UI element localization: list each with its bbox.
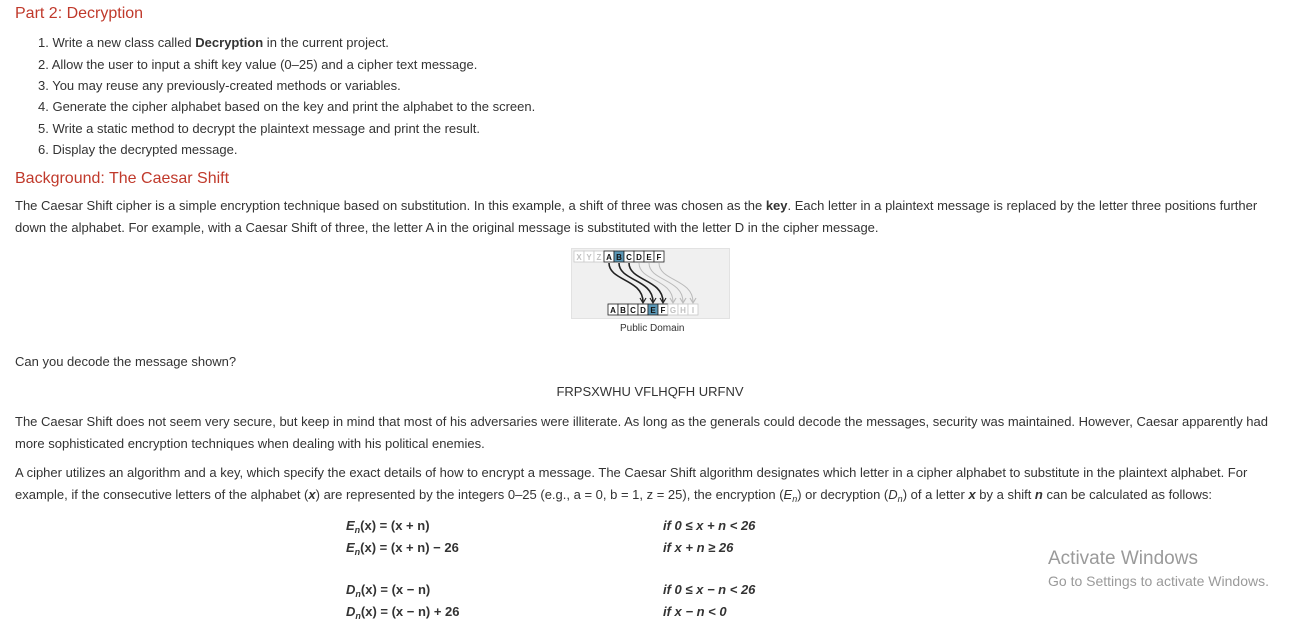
decryption-condition-2	[663, 604, 727, 619]
p3-text-d: ) of a letter	[902, 487, 969, 502]
bottom-row-letter: C	[630, 306, 636, 315]
bottom-alphabet-row	[608, 304, 698, 315]
top-row-letter: F	[656, 253, 662, 262]
step-6: 6. Display the decrypted message.	[38, 142, 238, 157]
formula-d: D	[346, 582, 356, 597]
background-heading: Background: The Caesar Shift	[15, 170, 230, 187]
shift-arrow	[649, 263, 683, 302]
formula-d: D	[346, 604, 356, 619]
step-1-text-b: in the current project.	[263, 35, 389, 50]
bottom-row-letter: G	[669, 306, 677, 315]
condition-text: if 0 ≤ x − n < 26	[663, 582, 756, 597]
decryption-condition-1	[663, 582, 755, 597]
p3-text-c: ) or decryption (	[797, 487, 889, 502]
top-row-letter: B	[616, 253, 622, 262]
formula-rhs: (x) = (x + n)	[360, 518, 430, 533]
step-1-class-name: Decryption	[195, 35, 264, 50]
formula-sub-n: n	[355, 611, 361, 621]
formula-rhs: (x) = (x + n) − 26	[360, 540, 459, 555]
figure-caption: Public Domain	[620, 323, 685, 334]
formula-sub-n: n	[354, 525, 361, 535]
step-2: 2. Allow the user to input a shift key value (0–25) and a cipher text message.	[38, 57, 478, 72]
top-alphabet-row	[574, 251, 664, 262]
bottom-row-letter: H	[680, 306, 686, 315]
step-5: 5. Write a static method to decrypt the plaintext message and print the result.	[38, 121, 480, 136]
background-paragraph-2: The Caesar Shift does not seem very secure, but keep in mind that most of his adversaries were illiterate. As long as the generals could decode the messages, security was maintained. However, Caesar apparently had more sophisticated encryption techniques when dealing with his political enemies.	[15, 414, 1268, 451]
p3-var-e: E	[783, 487, 793, 502]
decryption-formula-2	[346, 604, 460, 621]
activate-windows-subtitle: Go to Settings to activate Windows.	[1048, 573, 1269, 589]
decryption-formula-1	[346, 582, 430, 599]
formula-rhs: (x) = (x − n) + 26	[360, 604, 460, 619]
formula-rhs: (x) = (x − n)	[360, 582, 431, 597]
p3-text-b: ) are represented by the integers 0–25 (e.g., a = 0, b = 1, z = 25), the encryption (	[315, 487, 784, 502]
p1-text-b: . Each letter in a plaintext message is replaced by the letter three positions further down the alphabet. For example, with a Caesar Shift of three, the letter A in the original message is substituted with the letter D in the cipher message.	[15, 198, 1258, 235]
p1-key-word: key	[765, 198, 788, 213]
step-1-text-a: 1. Write a new class called	[38, 35, 196, 50]
bottom-row-letter: D	[640, 306, 646, 315]
formula-sub-n: n	[355, 589, 361, 599]
condition-text: if x − n < 0	[663, 604, 727, 619]
top-row-letter: Z	[596, 253, 602, 262]
bottom-row-letter: F	[660, 306, 666, 315]
bottom-row-letter: B	[620, 306, 626, 315]
background-paragraph-1	[15, 195, 1290, 239]
top-row-letter: Y	[586, 253, 592, 262]
top-row-letter: X	[576, 253, 582, 262]
bottom-row-letter: I	[691, 306, 695, 315]
cipher-message: FRPSXWHU VFLHQFH URFNV	[556, 384, 744, 399]
shift-arrow	[629, 263, 663, 302]
formula-e: E	[346, 518, 355, 533]
p3-sub-n-2: n	[897, 494, 903, 504]
condition-text: if 0 ≤ x + n < 26	[663, 518, 756, 533]
p3-text-e: by a shift	[975, 487, 1035, 502]
shift-arrow	[659, 263, 693, 302]
p3-var-n: n	[1034, 487, 1043, 502]
p3-sub-n-1: n	[792, 494, 798, 504]
formula-sub-n: n	[354, 547, 361, 557]
step-4: 4. Generate the cipher alphabet based on the key and print the alphabet to the screen.	[38, 99, 536, 114]
step-1	[38, 35, 389, 51]
p3-var-x-2: x	[968, 487, 976, 502]
background-paragraph-3	[15, 462, 1290, 510]
shift-arrows	[609, 263, 696, 303]
p3-var-x: x	[308, 487, 316, 502]
encryption-formula-2	[346, 540, 459, 557]
encryption-condition-2	[663, 540, 733, 555]
shift-arrow	[639, 263, 673, 302]
p3-var-d: D	[888, 487, 898, 502]
top-row-letter: E	[646, 253, 652, 262]
formula-e: E	[346, 540, 355, 555]
encryption-condition-1	[663, 518, 755, 533]
top-row-letter: A	[606, 253, 612, 262]
activate-windows-title: Activate Windows	[1048, 548, 1198, 569]
part2-heading: Part 2: Decryption	[15, 5, 144, 22]
p3-text-a: A cipher utilizes an algorithm and a key, which specify the exact details of how to encrypt a message. The Caesar Shift algorithm designates which letter in a cipher alphabet to substitute in the plaintext alphabet. For example, if the consecutive letters of the alphabet (	[15, 465, 1248, 502]
top-row-letter: C	[626, 253, 632, 262]
caesar-shift-figure	[571, 248, 730, 319]
condition-text: if x + n ≥ 26	[663, 540, 734, 555]
step-3: 3. You may reuse any previously-created methods or variables.	[38, 78, 401, 93]
top-row-letter: D	[636, 253, 642, 262]
decode-question: Can you decode the message shown?	[15, 354, 237, 369]
p3-text-f: can be calculated as follows:	[1042, 487, 1212, 502]
caesar-shift-diagram	[572, 249, 729, 318]
bottom-row-letter: E	[650, 306, 656, 315]
p1-text-a: The Caesar Shift cipher is a simple encryption technique based on substitution. In this example, a shift of three was chosen as the	[15, 198, 766, 213]
bottom-row-letter: A	[610, 306, 616, 315]
encryption-formula-1	[346, 518, 430, 535]
